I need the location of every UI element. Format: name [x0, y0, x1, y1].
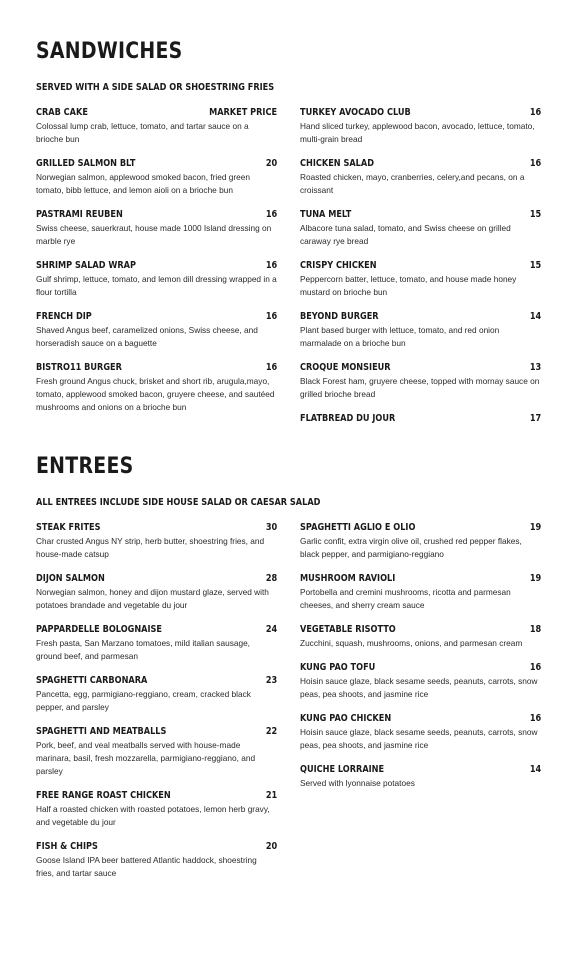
menu-item-price: 17 — [529, 413, 541, 424]
menu-item — [300, 623, 541, 650]
section-title: SANDWICHES — [36, 39, 183, 64]
menu-item — [300, 521, 541, 561]
menu-item-name: CRAB CAKE — [36, 107, 88, 118]
menu-item-name: CHICKEN SALAD — [300, 158, 374, 169]
menu-item — [36, 361, 277, 414]
menu-item-header — [36, 361, 277, 374]
menu-item-description: Norwegian salmon, honey and dijon mustard glaze, served with potatoes brandade and vegetable du jour — [36, 587, 269, 610]
menu-item-description: Half a roasted chicken with roasted potatoes, lemon herb gravy, and vegetable du jour — [36, 804, 270, 827]
menu-item — [300, 157, 541, 197]
menu-item-price: 16 — [265, 362, 277, 373]
menu-item-name: FLATBREAD DU JOUR — [300, 413, 396, 424]
menu-item-header — [300, 361, 541, 374]
section-title: ENTREES — [36, 454, 134, 479]
menu-item-description: Albacore tuna salad, tomato, and Swiss cheese on grilled caraway rye bread — [300, 223, 511, 246]
menu-item-description: Portobella and cremini mushrooms, ricotta and parmesan cheeses, and sherry cream sauce — [300, 587, 511, 610]
menu-item-header — [36, 725, 277, 738]
menu-item-price: 16 — [529, 713, 541, 724]
menu-item-name: SHRIMP SALAD WRAP — [36, 260, 137, 271]
menu-item — [36, 521, 277, 561]
menu-item — [300, 259, 541, 299]
menu-item-description: Colossal lump crab, lettuce, tomato, and tartar sauce on a brioche bun — [36, 121, 249, 144]
menu-item-header — [300, 661, 541, 674]
menu-item-name: BISTRO11 BURGER — [36, 362, 122, 373]
menu-item — [36, 572, 277, 612]
menu-item-description: Norwegian salmon, applewood smoked bacon, fried green tomato, bibb lettuce, and lemon aioli on a brioche bun — [36, 172, 251, 195]
menu-item-header — [300, 712, 541, 725]
menu-item-description: Hoisin sauce glaze, black sesame seeds, peanuts, carrots, snow peas, pea shoots, and jasmine rice — [300, 676, 538, 699]
menu-item-header — [36, 208, 277, 221]
menu-item-price: 20 — [265, 158, 277, 169]
menu-item-header — [300, 259, 541, 272]
menu-item-description: Hoisin sauce glaze, black sesame seeds, peanuts, carrots, snow peas, pea shoots, and jasmine rice — [300, 727, 538, 750]
menu-item-price: 23 — [265, 675, 277, 686]
menu-item — [300, 208, 541, 248]
menu-item — [300, 310, 541, 350]
menu-item — [36, 208, 277, 248]
menu-item — [300, 106, 541, 146]
menu-item-description: Gulf shrimp, lettuce, tomato, and lemon dill dressing wrapped in a flour tortilla — [36, 274, 277, 297]
menu-item-price: 20 — [265, 841, 277, 852]
menu-item-description: Fresh ground Angus chuck, brisket and short rib, arugula,mayo, tomato, applewood smoked bacon, gruyere cheese, and sautéed mushrooms and onions on a brioche bun — [36, 376, 275, 412]
menu-item — [36, 623, 277, 663]
menu-item-description: Fresh pasta, San Marzano tomatoes, mild italian sausage, ground beef, and parmesan — [36, 638, 250, 661]
menu-item-description: Zucchini, squash, mushrooms, onions, and parmesan cream — [300, 638, 523, 648]
menu-page — [36, 38, 541, 891]
menu-column-right — [300, 106, 541, 436]
menu-column-right — [300, 521, 541, 891]
menu-item-description: Shaved Angus beef, caramelized onions, Swiss cheese, and horseradish sauce on a baguette — [36, 325, 258, 348]
menu-item-header — [36, 310, 277, 323]
menu-item-header — [300, 157, 541, 170]
menu-item-price: 24 — [265, 624, 277, 635]
menu-item-price: 16 — [529, 107, 541, 118]
menu-item-price: 16 — [265, 260, 277, 271]
menu-item — [36, 310, 277, 350]
menu-columns — [36, 521, 541, 891]
menu-item — [36, 674, 277, 714]
menu-item — [36, 259, 277, 299]
menu-item-header — [36, 259, 277, 272]
menu-item-price: 15 — [529, 209, 541, 220]
menu-item — [36, 157, 277, 197]
menu-item-description: Char crusted Angus NY strip, herb butter, shoestring fries, and house-made catsup — [36, 536, 265, 559]
menu-item-description: Hand sliced turkey, applewood bacon, avocado, lettuce, tomato, multi-grain bread — [300, 121, 535, 144]
section-subtitle: ALL ENTREES INCLUDE SIDE HOUSE SALAD OR CAESAR SALAD — [36, 497, 321, 508]
menu-item-header — [300, 623, 541, 636]
menu-item-description: Pancetta, egg, parmigiano-reggiano, cream, cracked black pepper, and parsley — [36, 689, 251, 712]
menu-item-name: CROQUE MONSIEUR — [300, 362, 391, 373]
menu-item-name: TUNA MELT — [300, 209, 352, 220]
menu-item-header — [300, 572, 541, 585]
menu-item-header — [36, 572, 277, 585]
menu-item-description: Served with lyonnaise potatoes — [300, 778, 415, 788]
menu-item-description: Roasted chicken, mayo, cranberries, celery,and pecans, on a croissant — [300, 172, 525, 195]
menu-item-price: 28 — [265, 573, 277, 584]
entrees-section — [36, 453, 541, 891]
menu-columns — [36, 106, 541, 436]
menu-item-name: DIJON SALMON — [36, 573, 105, 584]
menu-item-header — [300, 412, 541, 425]
menu-item-name: PASTRAMI REUBEN — [36, 209, 123, 220]
menu-item-name: SPAGHETTI AGLIO E OLIO — [300, 522, 416, 533]
menu-item-name: VEGETABLE RISOTTO — [300, 624, 396, 635]
menu-item — [36, 840, 277, 880]
menu-item-name: MUSHROOM RAVIOLI — [300, 573, 396, 584]
menu-item-name: FRENCH DIP — [36, 311, 92, 322]
menu-item-header — [36, 789, 277, 802]
menu-item-price: 22 — [265, 726, 277, 737]
menu-item-name: CRISPY CHICKEN — [300, 260, 377, 271]
menu-item-name: KUNG PAO CHICKEN — [300, 713, 392, 724]
menu-item-header — [300, 310, 541, 323]
menu-item-header — [36, 674, 277, 687]
menu-item-name: QUICHE LORRAINE — [300, 764, 385, 775]
menu-item-price: 19 — [529, 522, 541, 533]
menu-item-name: KUNG PAO TOFU — [300, 662, 376, 673]
menu-item-description: Plant based burger with lettuce, tomato, and red onion marmalade on a brioche bun — [300, 325, 500, 348]
menu-item — [36, 725, 277, 778]
menu-item-name: FISH & CHIPS — [36, 841, 98, 852]
menu-item-description: Goose Island IPA beer battered Atlantic haddock, shoestring fries, and tartar sauce — [36, 855, 257, 878]
sandwiches-section — [36, 38, 541, 436]
menu-item-header — [36, 623, 277, 636]
menu-column-left — [36, 521, 277, 891]
menu-item-name: SPAGHETTI AND MEATBALLS — [36, 726, 167, 737]
menu-item-name: SPAGHETTI CARBONARA — [36, 675, 148, 686]
menu-item-header — [300, 521, 541, 534]
menu-item-price: 15 — [529, 260, 541, 271]
menu-item-header — [36, 157, 277, 170]
menu-item-name: STEAK FRITES — [36, 522, 101, 533]
menu-item-header — [300, 208, 541, 221]
menu-item-description: Swiss cheese, sauerkraut, house made 1000 Island dressing on marble rye — [36, 223, 272, 246]
section-subtitle: SERVED WITH A SIDE SALAD OR SHOESTRING FRIES — [36, 82, 275, 93]
menu-item-name: BEYOND BURGER — [300, 311, 379, 322]
menu-item-price: 14 — [529, 764, 541, 775]
menu-item — [36, 789, 277, 829]
menu-item-price: 19 — [529, 573, 541, 584]
menu-item-name: TURKEY AVOCADO CLUB — [300, 107, 411, 118]
menu-item-header — [300, 763, 541, 776]
menu-item — [300, 572, 541, 612]
menu-item-name: FREE RANGE ROAST CHICKEN — [36, 790, 171, 801]
menu-item-price: 16 — [265, 311, 277, 322]
menu-item-header — [36, 521, 277, 534]
menu-item-description: Pork, beef, and veal meatballs served with house-made marinara, basil, fresh mozzarella, parmigiano-reggiano, and parsley — [36, 740, 256, 776]
menu-item-price: 16 — [529, 158, 541, 169]
menu-item-price: 16 — [265, 209, 277, 220]
menu-item-price: 30 — [265, 522, 277, 533]
menu-item-price: MARKET PRICE — [209, 107, 277, 118]
menu-item-description: Garlic confit, extra virgin olive oil, crushed red pepper flakes, black pepper, and parmigiano-reggiano — [300, 536, 522, 559]
menu-item-description: Peppercorn batter, lettuce, tomato, and house made honey mustard on brioche bun — [300, 274, 517, 297]
menu-item — [300, 661, 541, 701]
menu-item-header — [300, 106, 541, 119]
menu-item-name: GRILLED SALMON BLT — [36, 158, 136, 169]
menu-column-left — [36, 106, 277, 436]
menu-item-description: Black Forest ham, gruyere cheese, topped with mornay sauce on grilled brioche bread — [300, 376, 540, 399]
menu-item-price: 13 — [529, 362, 541, 373]
menu-item-header — [36, 106, 277, 119]
menu-item-price: 18 — [529, 624, 541, 635]
menu-item-header — [36, 840, 277, 853]
menu-item — [300, 412, 541, 425]
menu-item-price: 16 — [529, 662, 541, 673]
menu-item — [36, 106, 277, 146]
menu-item — [300, 763, 541, 790]
menu-item-name: PAPPARDELLE BOLOGNAISE — [36, 624, 163, 635]
menu-item — [300, 712, 541, 752]
menu-item-price: 14 — [529, 311, 541, 322]
menu-item-price: 21 — [265, 790, 277, 801]
menu-item — [300, 361, 541, 401]
